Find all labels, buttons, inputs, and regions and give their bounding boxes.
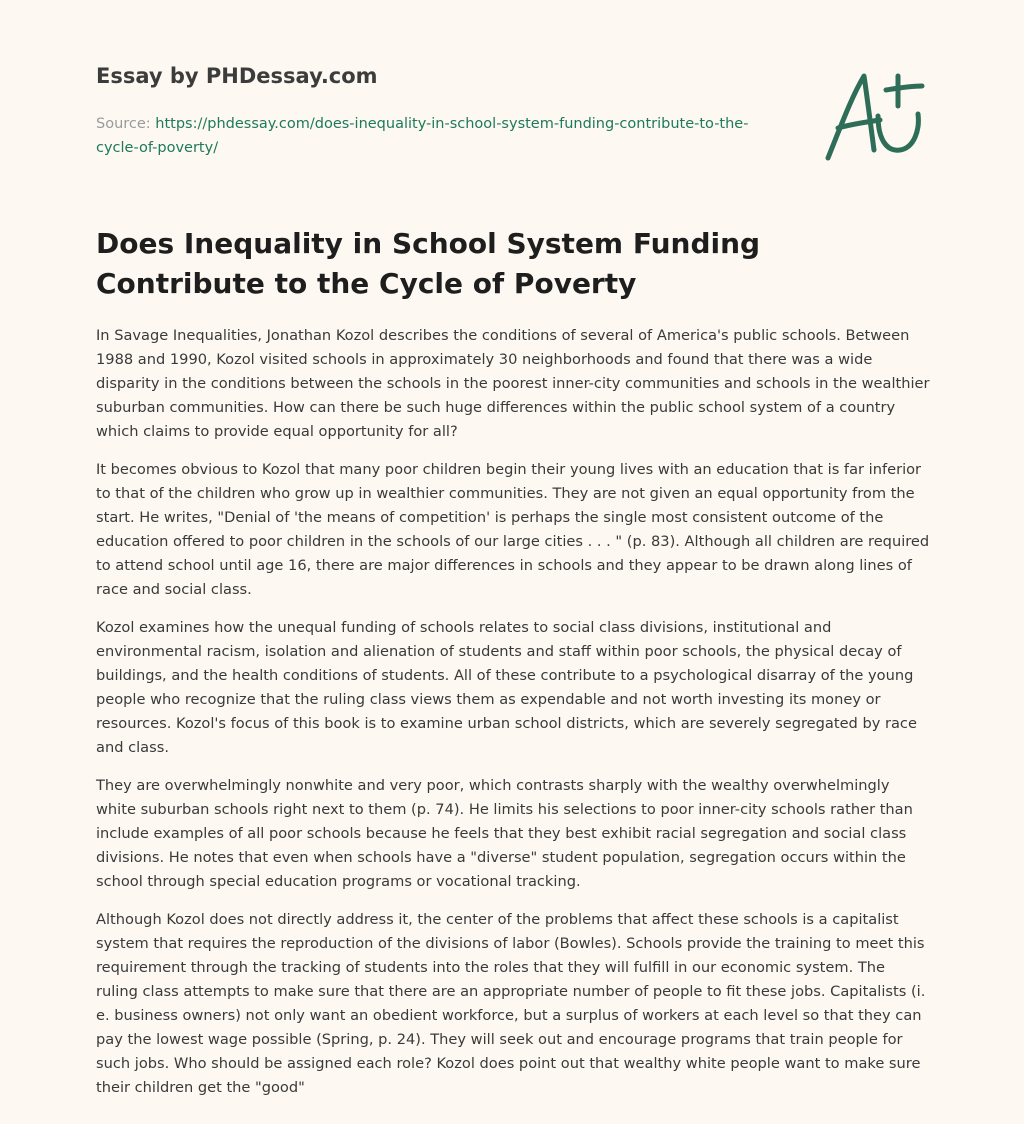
essay-body	[96, 324, 931, 1114]
source-line	[96, 112, 756, 160]
essay-paragraph: In Savage Inequalities, Jonathan Kozol describes the conditions of several of America's public schools. Between 1988 and 1990, Kozol visited schools in approximately 30 neighborhoods and found that there was a wide disparity in the conditions between the schools in the poorest inner-city communities and schools in the wealthier suburban communities. How can there be such huge differences within the public school system of a country which claims to provide equal opportunity for all?	[96, 327, 930, 440]
source-label: Source:	[96, 116, 151, 132]
essay-paragraph: Kozol examines how the unequal funding of schools relates to social class divisions, institutional and environmental racism, isolation and alienation of students and staff within poor schools, the physical decay of buildings, and the health conditions of students. All of these contribute to a psychological disarray of the young people who recognize that the ruling class views them as expendable and not worth investing its money or resources. Kozol's focus of this book is to examine urban school districts, which are severely segregated by race and class.	[96, 619, 917, 756]
a-plus-logo	[820, 68, 930, 166]
source-link[interactable]: https://phdessay.com/does-inequality-in-school-system-funding-contribute-to-the-cycle-of-poverty/	[96, 116, 749, 156]
site-brand: Essay by PHDessay.com	[96, 64, 378, 88]
essay-paragraph: Although Kozol does not directly address it, the center of the problems that affect these schools is a capitalist system that requires the reproduction of the divisions of labor (Bowles). Schools provide the training to meet this requirement through the tracking of students into the roles that they will fulfill in our economic system. The ruling class attempts to make sure that there are an appropriate number of people to fit these jobs. Capitalists (i. e. business owners) not only want an obedient workforce, but a surplus of workers at each level so that they can pay the lowest wage possible (Spring, p. 24). They will seek out and encourage programs that train people for such jobs. Who should be assigned each role? Kozol does point out that wealthy white people want to make sure their children get the "good"	[96, 911, 926, 1096]
essay-paragraph: It becomes obvious to Kozol that many poor children begin their young lives with an education that is far inferior to that of the children who grow up in wealthier communities. They are not given an equal opportunity from the start. He writes, "Denial of 'the means of competition' is perhaps the single most consistent outcome of the education offered to poor children in the schools of our large cities . . . " (p. 83). Although all children are required to attend school until age 16, there are major differences in schools and they appear to be drawn along lines of race and social class.	[96, 461, 930, 598]
essay-paragraph: They are overwhelmingly nonwhite and very poor, which contrasts sharply with the wealthy overwhelmingly white suburban schools right next to them (p. 74). He limits his selections to poor inner-city schools rather than include examples of all poor schools because he feels that they best exhibit racial segregation and social class divisions. He notes that even when schools have a "diverse" student population, segregation occurs within the school through special education programs or vocational tracking.	[96, 777, 913, 890]
essay-title: Does Inequality in School System Funding Contribute to the Cycle of Poverty	[96, 227, 761, 300]
